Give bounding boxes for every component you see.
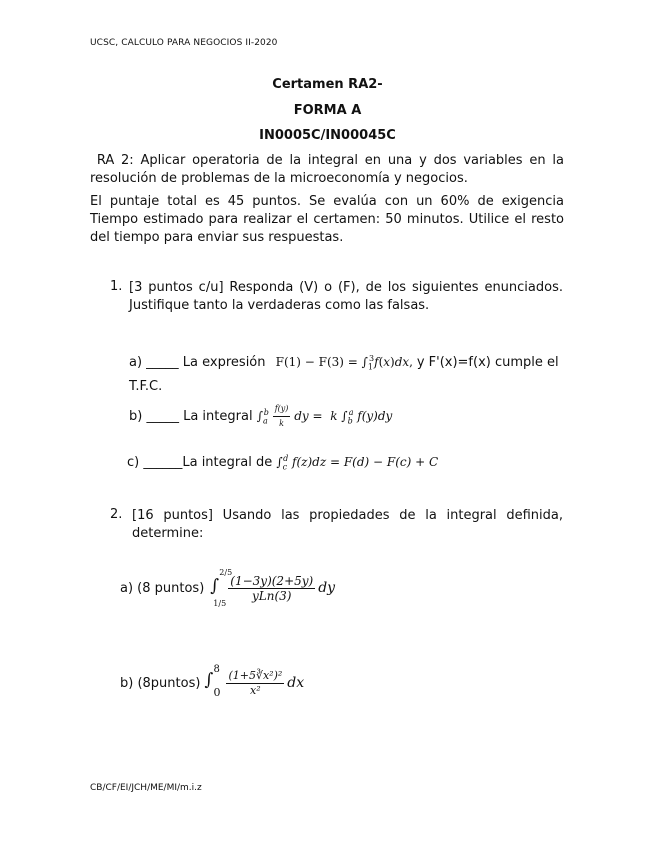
q2a-fraction	[228, 574, 315, 603]
q2a-label: a) (8 puntos)	[120, 580, 205, 596]
q2-statement: [16 puntos] Usando las propiedades de la integral definida, determine:	[132, 508, 563, 541]
q1-item-b	[129, 402, 392, 431]
q1a-suffix: y F'(x)=f(x) cumple el T.F.C.	[129, 355, 559, 395]
q2a-lower: 1/5	[213, 599, 227, 608]
course-header: UCSC, CALCULO PARA NEGOCIOS II-2020	[90, 38, 278, 48]
q2a-integral	[210, 568, 335, 608]
q2b-upper: 8	[213, 664, 220, 675]
q1-item-a	[129, 349, 569, 397]
q2b-denominator: x²	[250, 683, 261, 697]
q1c-formula: $\int_c^d$ f(z)dz = F(d) − F(c) + C	[276, 454, 439, 472]
integral-sign: ∫ 8 0	[204, 664, 221, 699]
exam-title: Certamen RA2-	[272, 77, 383, 92]
integral-sign: ∫ 2/5 1/5	[210, 568, 233, 608]
exam-instructions: El puntaje total es 45 puntos. Se evalúa con un 60% de exigencia Tiempo estimado para realizar el certamen: 50 minutos. Utilice el resto del tiempo para enviar sus respuestas.	[90, 194, 564, 245]
q2b-diff: dx	[287, 675, 305, 691]
q1b-formula: $\int_a^b$ $\frac{f(y)}{k}$ dy = k $\int_b^a$ f(y)dy	[256, 404, 393, 428]
q2b-integral	[204, 664, 304, 702]
q2b-label: b) (8puntos)	[120, 675, 201, 691]
q1b-label: b) _____ La integral	[129, 409, 253, 424]
q2b-lower: 0	[213, 686, 221, 699]
exam-form: FORMA A	[293, 103, 362, 118]
learning-outcome: RA 2: Aplicar operatoria de la integral en una y dos variables en la resolución de problemas de la microeconomía y negocios.	[90, 153, 564, 186]
q2b-fraction	[226, 669, 284, 698]
q1c-label: c) ______La integral de	[127, 455, 273, 470]
q2a-denominator: yLn(3)	[252, 588, 292, 603]
q1-number: 1.	[110, 279, 123, 294]
course-codes: IN0005C/IN00045C	[259, 128, 396, 143]
q2a-numerator: (1−3y)(2+5y)	[230, 573, 314, 588]
q1a-label: a) _____ La expresión	[129, 355, 266, 370]
q2a-upper: 2/5	[219, 568, 233, 577]
q2-item-a	[120, 568, 335, 608]
footer-code: CB/CF/EI/JCH/ME/MI/m.i.z	[90, 783, 202, 793]
q2a-diff: dy	[318, 580, 336, 596]
q1-item-c	[127, 454, 438, 471]
q2-item-b	[120, 664, 304, 702]
q2-number: 2.	[110, 507, 123, 522]
q2b-numerator: (1+5∛x²)²	[228, 668, 283, 682]
q1-statement: [3 puntos c/u] Responda (V) o (F), de los siguientes enunciados. Justifique tanto la verdaderas como las falsas.	[129, 280, 563, 313]
q1a-formula: $F(1) - F(3) = \int_1^3f(x)dx$,	[275, 354, 417, 372]
